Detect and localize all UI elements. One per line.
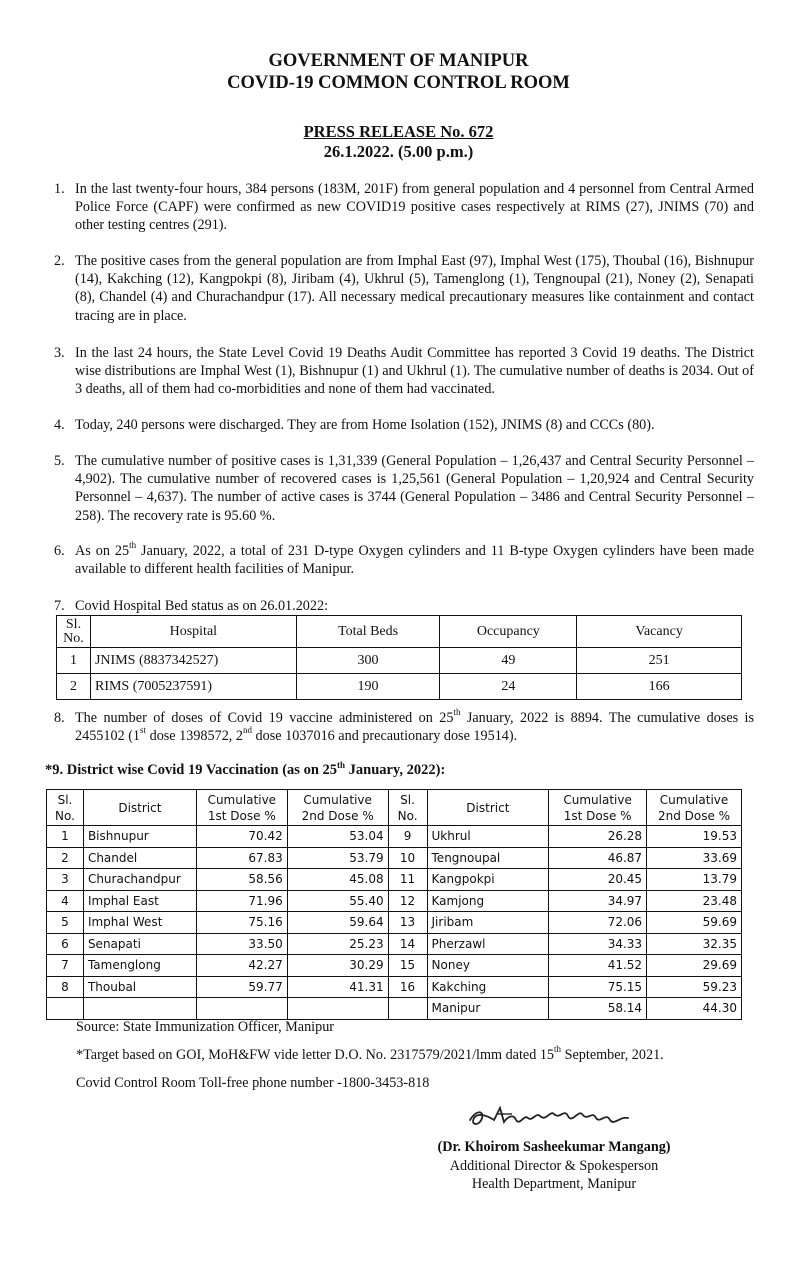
- cell-dose2: 41.31: [287, 976, 388, 998]
- press-release-number: PRESS RELEASE No. 672: [303, 122, 494, 141]
- document-header: [0, 50, 797, 94]
- paragraph-text: As on 25th January, 2022, a total of 231 D-type Oxygen cylinders and 11 B-type Oxygen cylinders have been made available to different health facilities of Manipur.: [75, 540, 754, 578]
- cell-dose1: 70.42: [196, 826, 287, 848]
- table-row: [47, 847, 742, 869]
- target-note: *Target based on GOI, MoH&FW vide letter D.O. No. 2317579/2021/lmm dated 15th September, 2021.: [76, 1044, 664, 1063]
- cell-sl: 13: [388, 912, 427, 934]
- cell-dose2: 53.79: [287, 847, 388, 869]
- cell-district: Noney: [427, 955, 549, 977]
- cell-district: Manipur: [427, 998, 549, 1020]
- column-header: Cumulative 2nd Dose %: [287, 790, 388, 826]
- cell-dose1: 75.16: [196, 912, 287, 934]
- paragraph-number: 4.: [54, 417, 65, 433]
- cell-dose1: 58.14: [549, 998, 647, 1020]
- cell-sl: 1: [47, 826, 84, 848]
- cell-dose1: 46.87: [549, 847, 647, 869]
- cell-sl: 8: [47, 976, 84, 998]
- cell-dose1: 41.52: [549, 955, 647, 977]
- paragraph-number: 2.: [54, 253, 65, 269]
- cell-dose2: 32.35: [647, 933, 742, 955]
- cell-district: Kangpokpi: [427, 869, 549, 891]
- cell-sl: 4: [47, 890, 84, 912]
- cell-district: Imphal East: [83, 890, 196, 912]
- cell-sl: 3: [47, 869, 84, 891]
- cell-sl: 6: [47, 933, 84, 955]
- paragraph-text: In the last 24 hours, the State Level Covid 19 Deaths Audit Committee has reported 3 Covid 19 deaths. The District wise distributions are Imphal West (1), Bishnupur (1) and Ukhrul (1). The cumulative number of deaths is 2034. Out of 3 deaths, all of them had co-morbidities and none of them had vaccinated.: [75, 345, 754, 398]
- cell-dose2: 23.48: [647, 890, 742, 912]
- table-row: [47, 976, 742, 998]
- cell-district: Kakching: [427, 976, 549, 998]
- vaccination-table-title: *9. District wise Covid 19 Vaccination (as on 25th January, 2022):: [45, 760, 446, 778]
- cell-district: Thoubal: [83, 976, 196, 998]
- cell-sl: 2: [47, 847, 84, 869]
- table-row: [47, 912, 742, 934]
- cell-dose2: 55.40: [287, 890, 388, 912]
- cell-dose1: 34.97: [549, 890, 647, 912]
- table-row: [47, 869, 742, 891]
- cell-district: Pherzawl: [427, 933, 549, 955]
- cell-vacancy: 251: [577, 648, 742, 674]
- paragraph-3: [54, 344, 754, 399]
- cell-district: Tamenglong: [83, 955, 196, 977]
- cell-district: Bishnupur: [83, 826, 196, 848]
- column-header: Cumulative 1st Dose %: [549, 790, 647, 826]
- table-row: [47, 890, 742, 912]
- signatory-title: Additional Director & Spokesperson: [449, 1157, 659, 1174]
- paragraph-1: [54, 180, 754, 235]
- paragraph-text: Covid Hospital Bed status as on 26.01.2022:: [75, 598, 329, 614]
- hospital-bed-table: [56, 615, 742, 700]
- column-header: Hospital: [90, 616, 296, 648]
- paragraph-number: 6.: [54, 543, 65, 559]
- cell-sl: 7: [47, 955, 84, 977]
- cell-hospital: JNIMS (8837342527): [90, 648, 296, 674]
- column-header: District: [427, 790, 549, 826]
- column-header: Sl. No.: [47, 790, 84, 826]
- paragraph-number: 8.: [54, 710, 65, 726]
- paragraph-6: [54, 542, 754, 578]
- column-header: Occupancy: [440, 616, 577, 648]
- cell-district: Senapati: [83, 933, 196, 955]
- cell-sl: 16: [388, 976, 427, 998]
- cell-dose2: 25.23: [287, 933, 388, 955]
- cell-dose1: 59.77: [196, 976, 287, 998]
- paragraph-text: Today, 240 persons were discharged. They are from Home Isolation (152), JNIMS (8) and CCCs (80).: [75, 417, 655, 433]
- cell-dose2: 45.08: [287, 869, 388, 891]
- cell-occupancy: 49: [440, 648, 577, 674]
- signature-image: [462, 1096, 637, 1136]
- cell-hospital: RIMS (7005237591): [90, 674, 296, 700]
- cell-district: Imphal West: [83, 912, 196, 934]
- cell-dose1: 67.83: [196, 847, 287, 869]
- cell-district: Tengnoupal: [427, 847, 549, 869]
- cell-dose1: 71.96: [196, 890, 287, 912]
- column-header: District: [83, 790, 196, 826]
- column-header: Sl. No.: [388, 790, 427, 826]
- table-row: [47, 955, 742, 977]
- paragraph-number: 3.: [54, 345, 65, 361]
- cell-dose2: 29.69: [647, 955, 742, 977]
- cell-vacancy: 166: [577, 674, 742, 700]
- cell-district: Churachandpur: [83, 869, 196, 891]
- cell-dose1: 58.56: [196, 869, 287, 891]
- cell-sl: 1: [57, 648, 91, 674]
- cell-dose2: 30.29: [287, 955, 388, 977]
- cell-sl: 12: [388, 890, 427, 912]
- cell-dose2: 53.04: [287, 826, 388, 848]
- cell-dose1: 26.28: [549, 826, 647, 848]
- control-room-title: COVID-19 COMMON CONTROL ROOM: [227, 73, 570, 93]
- cell-district: Chandel: [83, 847, 196, 869]
- cell-sl: 10: [388, 847, 427, 869]
- cell-dose1: 75.15: [549, 976, 647, 998]
- paragraph-4: [54, 416, 754, 434]
- table-row: [57, 648, 742, 674]
- cell-district: Kamjong: [427, 890, 549, 912]
- column-header: Sl. No.: [57, 616, 91, 648]
- cell-total-beds: 300: [296, 648, 440, 674]
- cell-sl: 9: [388, 826, 427, 848]
- cell-dose1: 20.45: [549, 869, 647, 891]
- signatory-name: (Dr. Khoirom Sasheekumar Mangang): [437, 1139, 671, 1155]
- cell-sl: 14: [388, 933, 427, 955]
- paragraph-text: The number of doses of Covid 19 vaccine administered on 25th January, 2022 is 8894. The cumulative doses is 2455102 (1st dose 1398572, 2nd dose 1037016 and precautionary dose 19514).: [75, 707, 754, 745]
- cell-dose2: 13.79: [647, 869, 742, 891]
- paragraph-text: The cumulative number of positive cases is 1,31,339 (General Population – 1,26,437 and Central Security Personnel – 4,902). The cumulative number of recovered cases is 1,25,561 (General Population – 1,20,924 and Central Security Personnel – 4,637). The number of active cases is 3744 (General Population – 3486 and Central Security Personnel – 258). The recovery rate is 95.60 %.: [75, 453, 754, 524]
- signatory-block: [420, 1138, 688, 1194]
- tollfree-note: Covid Control Room Toll-free phone number -1800-3453-818: [76, 1075, 430, 1091]
- cell-dose1: 72.06: [549, 912, 647, 934]
- table-header-row: [47, 790, 742, 826]
- cell-dose1: 42.27: [196, 955, 287, 977]
- cell-dose1: 33.50: [196, 933, 287, 955]
- paragraph-5: [54, 452, 754, 525]
- table-header-row: [57, 616, 742, 648]
- paragraph-text: In the last twenty-four hours, 384 persons (183M, 201F) from general population and 4 personnel from Central Armed Police Force (CAPF) were confirmed as new COVID19 positive cases respectively at RIMS (27), JNIMS (70) and other testing centres (291).: [75, 181, 754, 234]
- table-row: [57, 674, 742, 700]
- paragraph-7: [54, 597, 754, 615]
- paragraph-8: [54, 709, 754, 745]
- cell-total-beds: 190: [296, 674, 440, 700]
- source-note: Source: State Immunization Officer, Manipur: [76, 1019, 335, 1035]
- cell-sl: 11: [388, 869, 427, 891]
- cell-dose2: 44.30: [647, 998, 742, 1020]
- column-header: Cumulative 2nd Dose %: [647, 790, 742, 826]
- paragraph-number: 5.: [54, 453, 65, 469]
- cell-sl: 2: [57, 674, 91, 700]
- table-row: [47, 826, 742, 848]
- signatory-department: Health Department, Manipur: [471, 1176, 637, 1192]
- cell-dose2: 59.69: [647, 912, 742, 934]
- cell-dose2: 59.23: [647, 976, 742, 998]
- column-header: Total Beds: [296, 616, 440, 648]
- cell-district: Jiribam: [427, 912, 549, 934]
- press-release-heading: [0, 122, 797, 162]
- cell-sl: 5: [47, 912, 84, 934]
- column-header: Cumulative 1st Dose %: [196, 790, 287, 826]
- paragraph-2: [54, 252, 754, 325]
- paragraph-number: 7.: [54, 598, 65, 614]
- government-title: GOVERNMENT OF MANIPUR: [268, 51, 529, 71]
- cell-dose2: 33.69: [647, 847, 742, 869]
- cell-district: Ukhrul: [427, 826, 549, 848]
- cell-dose2: 19.53: [647, 826, 742, 848]
- cell-occupancy: 24: [440, 674, 577, 700]
- paragraph-number: 1.: [54, 181, 65, 197]
- column-header: Vacancy: [577, 616, 742, 648]
- cell-dose2: 59.64: [287, 912, 388, 934]
- table-total-row: [47, 998, 742, 1020]
- paragraph-text: The positive cases from the general population are from Imphal East (97), Imphal West (175), Thoubal (16), Bishnupur (14), Kakching (12), Kangpokpi (8), Jiribam (4), Ukhrul (5), Tamenglong (1), Tengnoupal (21), Noney (2), Senapati (8), Chandel (4) and Churachandpur (17). All necessary medical precautionary measures like containment and contact tracing are in place.: [75, 253, 754, 324]
- cell-sl: 15: [388, 955, 427, 977]
- cell-dose1: 34.33: [549, 933, 647, 955]
- press-release-date: 26.1.2022. (5.00 p.m.): [323, 142, 474, 161]
- table-row: [47, 933, 742, 955]
- district-vaccination-table: [46, 789, 742, 1020]
